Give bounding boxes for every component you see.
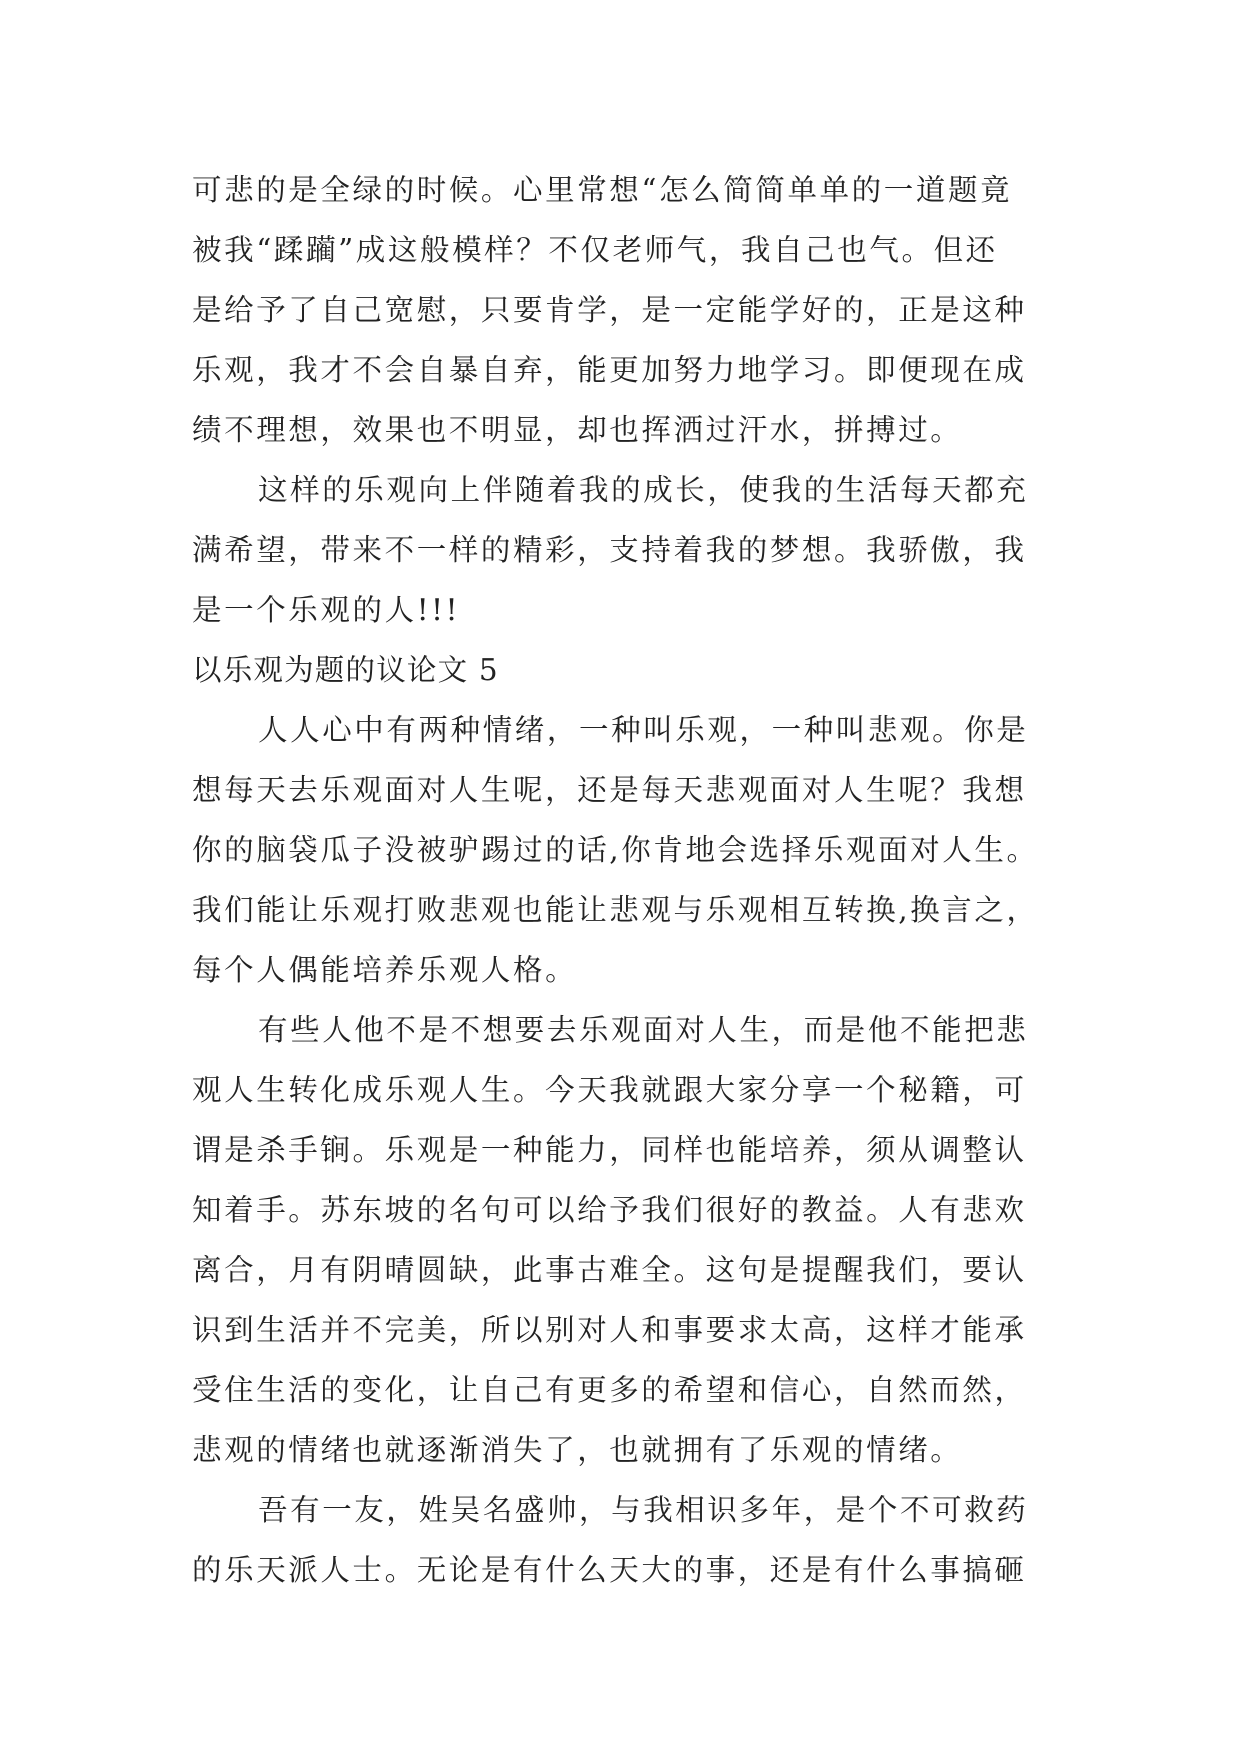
section-heading: 以乐观为题的议论文 5 <box>192 653 499 687</box>
text-line: 离合，月有阴晴圆缺，此事古难全。这句是提醒我们，要认 <box>192 1253 1027 1287</box>
text-line: 可悲的是全绿的时候。心里常想“怎么简简单单的一道题竟 <box>192 173 1013 207</box>
text-line: 你的脑袋瓜子没被驴踢过的话,你肯地会选择乐观面对人生。 <box>192 833 1039 867</box>
text-line: 的乐天派人士。无论是有什么天大的事，还是有什么事搞砸 <box>192 1553 1027 1587</box>
text-line: 满希望，带来不一样的精彩，支持着我的梦想。我骄傲，我 <box>192 533 1027 567</box>
text-line: 乐观，我才不会自暴自弃，能更加努力地学习。即便现在成 <box>192 353 1027 387</box>
text-line: 被我“蹂躏”成这般模样？不仅老师气，我自己也气。但还 <box>192 233 998 267</box>
text-line: 观人生转化成乐观人生。今天我就跟大家分享一个秘籍，可 <box>192 1073 1027 1107</box>
text-line: 我们能让乐观打败悲观也能让悲观与乐观相互转换,换言之， <box>192 893 1039 927</box>
text-line: 是一个乐观的人!!! <box>192 593 461 627</box>
text-line: 受住生活的变化，让自己有更多的希望和信心，自然而然， <box>192 1373 1027 1407</box>
text-line: 悲观的情绪也就逐渐消失了，也就拥有了乐观的情绪。 <box>192 1433 963 1467</box>
text-line: 想每天去乐观面对人生呢，还是每天悲观面对人生呢？我想 <box>192 773 1027 807</box>
paragraph-first-line: 人人心中有两种情绪，一种叫乐观，一种叫悲观。你是 <box>258 713 1029 747</box>
text-line: 知着手。苏东坡的名句可以给予我们很好的教益。人有悲欢 <box>192 1193 1027 1227</box>
text-line: 每个人偶能培养乐观人格。 <box>192 953 578 987</box>
text-line: 是给予了自己宽慰，只要肯学，是一定能学好的，正是这种 <box>192 293 1027 327</box>
paragraph-first-line: 这样的乐观向上伴随着我的成长，使我的生活每天都充 <box>258 473 1029 507</box>
text-line: 谓是杀手锏。乐观是一种能力，同样也能培养，须从调整认 <box>192 1133 1027 1167</box>
paragraph-first-line: 有些人他不是不想要去乐观面对人生，而是他不能把悲 <box>258 1013 1029 1047</box>
text-line: 识到生活并不完美，所以别对人和事要求太高，这样才能承 <box>192 1313 1027 1347</box>
paragraph-first-line: 吾有一友，姓吴名盛帅，与我相识多年，是个不可救药 <box>258 1493 1029 1527</box>
document-body <box>192 160 1052 1600</box>
text-line: 绩不理想，效果也不明显，却也挥洒过汗水，拼搏过。 <box>192 413 963 447</box>
